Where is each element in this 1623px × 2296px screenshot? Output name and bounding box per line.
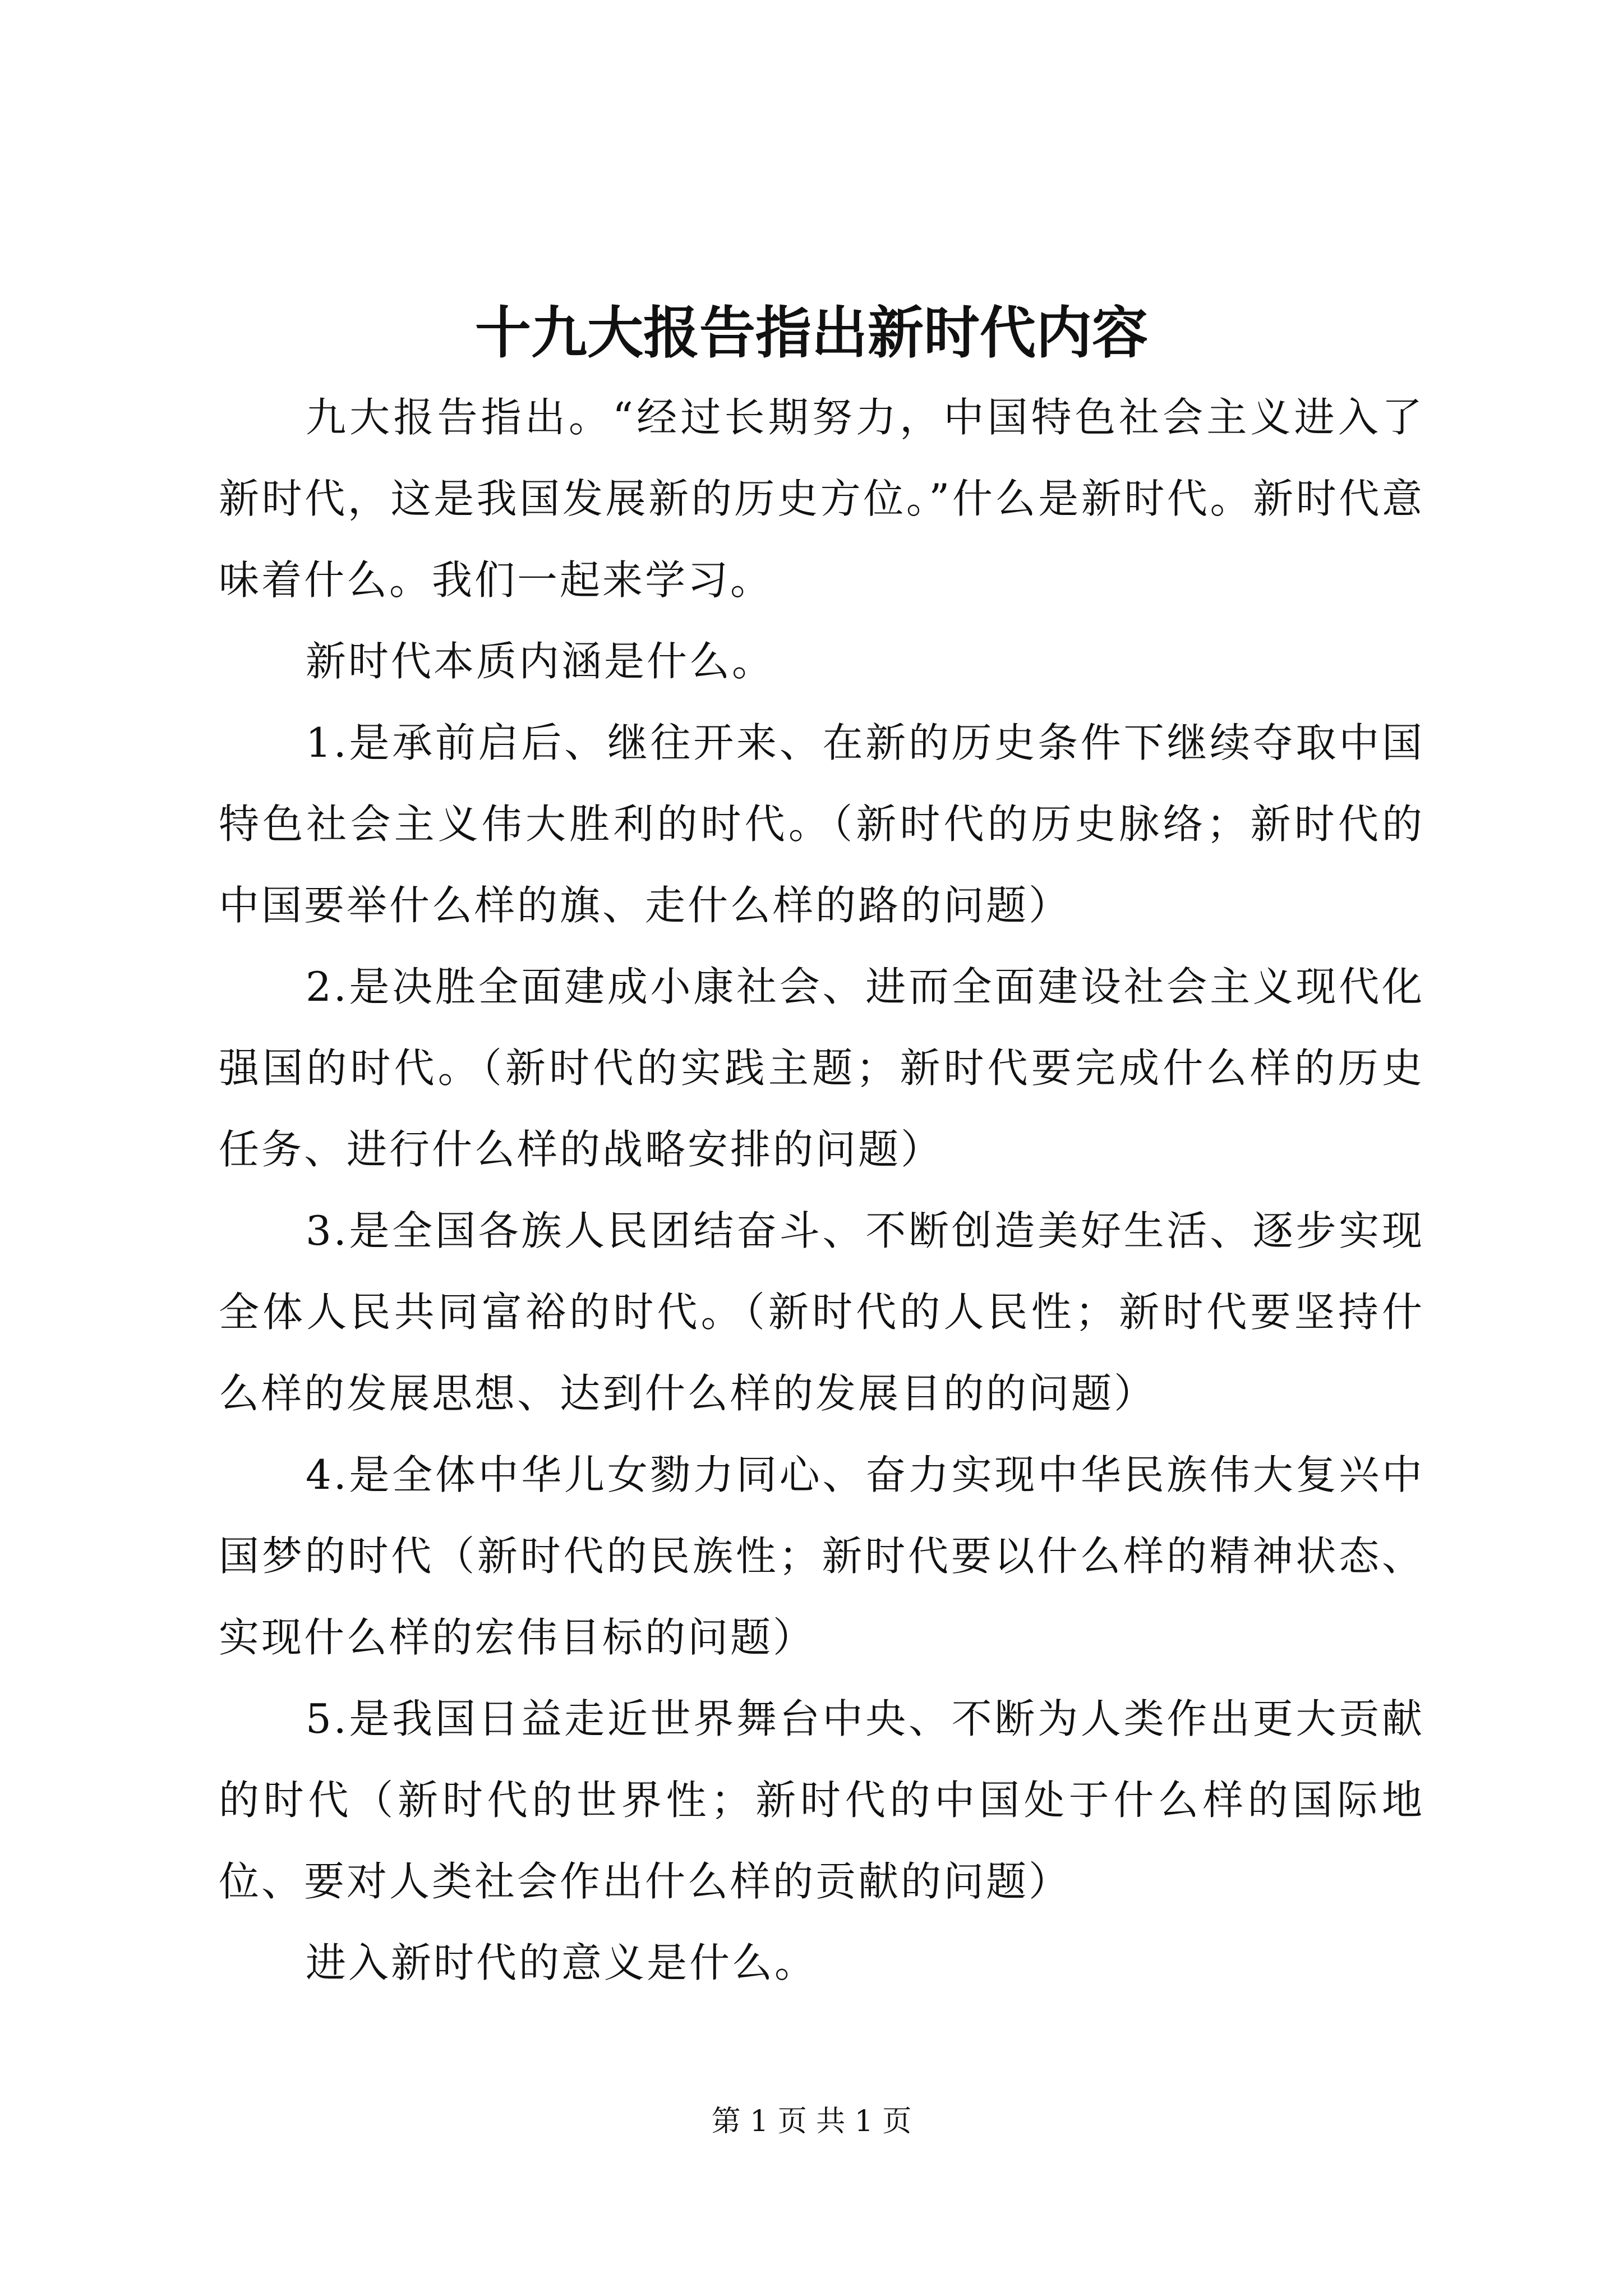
paragraph-section-heading-essence: 新时代本质内涵是什么。: [306, 638, 775, 685]
paragraph-section-heading-significance: 进入新时代的意义是什么。: [306, 1939, 818, 1986]
document-title: 十九大报告指出新时代内容: [475, 300, 1148, 366]
paragraph-item-3: 3.是全国各族人民团结奋斗、不断创造美好生活、逐步实现全体人民共同富裕的时代。（新时代的人民性；新时代要坚持什么样的发展思想、达到什么样的发展目的的问题）: [219, 1207, 1424, 1417]
paragraph-intro: 九大报告指出。“经过长期努力，中国特色社会主义进入了新时代，这是我国发展新的历史方位。”什么是新时代。新时代意味着什么。我们一起来学习。: [219, 394, 1424, 604]
paragraph-item-1: 1.是承前启后、继往开来、在新的历史条件下继续夺取中国特色社会主义伟大胜利的时代。（新时代的历史脉络；新时代的中国要举什么样的旗、走什么样的路的问题）: [219, 719, 1424, 929]
document-body: [219, 377, 1424, 2004]
page-footer: 第 1 页 共 1 页: [711, 2105, 912, 2138]
paragraph-item-4: 4.是全体中华儿女勠力同心、奋力实现中华民族伟大复兴中国梦的时代（新时代的民族性；新时代要以什么样的精神状态、实现什么样的宏伟目标的问题）: [219, 1451, 1424, 1661]
paragraph-item-5: 5.是我国日益走近世界舞台中央、不断为人类作出更大贡献的时代（新时代的世界性；新时代的中国处于什么样的国际地位、要对人类社会作出什么样的贡献的问题）: [219, 1695, 1424, 1905]
paragraph-item-2: 2.是决胜全面建成小康社会、进而全面建设社会主义现代化强国的时代。（新时代的实践主题；新时代要完成什么样的历史任务、进行什么样的战略安排的问题）: [219, 963, 1424, 1173]
